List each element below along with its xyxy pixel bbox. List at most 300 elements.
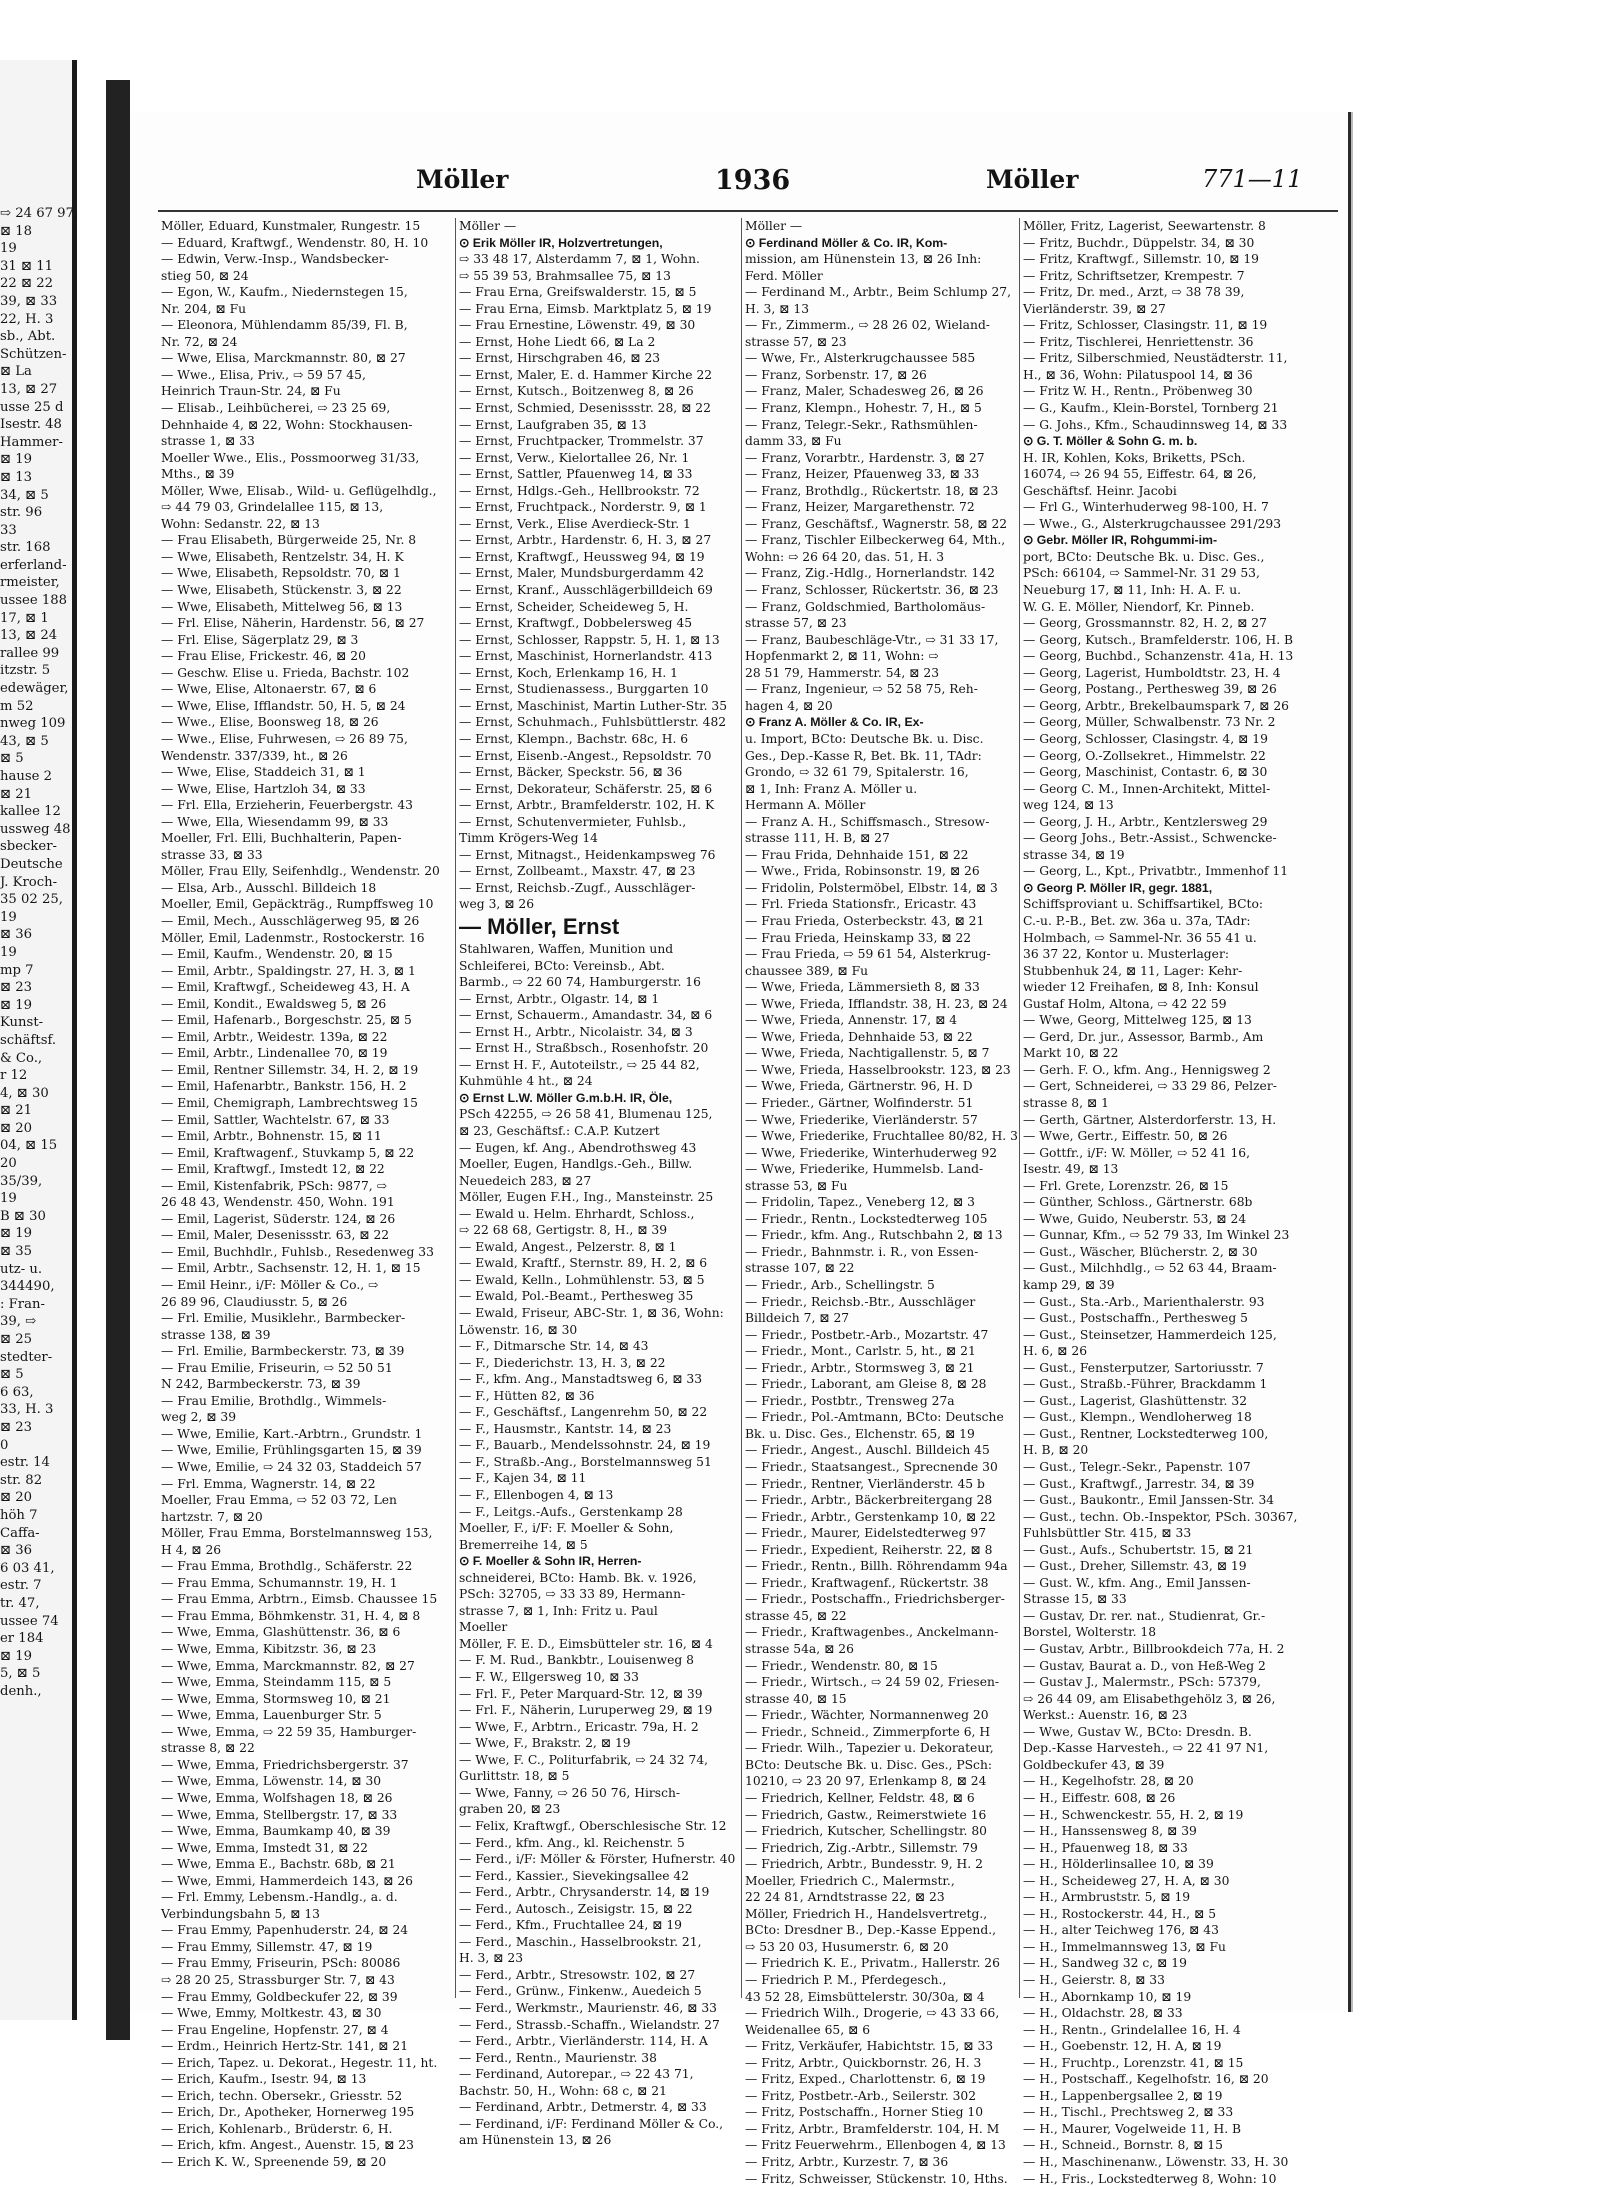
directory-entry-line: — Emil, Chemigraph, Lambrechtsweg 15: [161, 1095, 418, 1110]
directory-entry-line: — Fritz, Tischlerei, Henriettenstr. 36: [1023, 334, 1254, 349]
directory-entry-line: Mths., ⊠ 39: [161, 467, 235, 482]
left-page-fragment: Kunst-: [0, 1015, 44, 1031]
left-page-fragment: 34, ⊠ 5: [0, 487, 49, 503]
directory-entry-line: — Wwe, Elise, Staddeich 31, ⊠ 1: [161, 765, 366, 780]
directory-entry-line: ⊙ Franz A. Möller & Co. IR, Ex-: [745, 715, 924, 730]
directory-entry-line: — Frl. Grete, Lorenzstr. 26, ⊠ 15: [1023, 1178, 1229, 1193]
left-page-fragment: erferland-: [0, 557, 67, 573]
header-year: 1936: [715, 165, 791, 196]
left-page-fragment: 344490,: [0, 1279, 55, 1295]
directory-entry-line: ⊙ Ernst L.W. Möller G.m.b.H. IR, Öle,: [459, 1090, 673, 1105]
directory-entry-line: hagen 4, ⊠ 20: [745, 698, 833, 713]
directory-entry-line: — H., Sandweg 32 c, ⊠ 19: [1023, 1956, 1187, 1971]
directory-entry-line: — Wwe, Friederike, Hummelsb. Land-: [745, 1162, 984, 1177]
left-page-fragment: mp 7: [0, 962, 34, 978]
directory-entry-line: — Frl. Emmy, Lebensm.-Handlg., a. d.: [161, 1890, 398, 1905]
directory-entry-line: Bremerreihe 14, ⊠ 5: [459, 1537, 588, 1552]
directory-entry-line: — Friedr., Postschaffn., Friedrichsberger-: [745, 1592, 1005, 1607]
directory-entry-line: Möller, Frau Emma, Borstelmannsweg 153,: [161, 1526, 433, 1541]
directory-entry-line: Kuhmühle 4 ht., ⊠ 24: [459, 1074, 593, 1089]
directory-entry-line: — Gust., Klempn., Wendloherweg 18: [1023, 1410, 1252, 1425]
left-page-fragment: ussee 74: [0, 1613, 59, 1629]
directory-entry-line: — Ferd., kfm. Ang., kl. Reichenstr. 5: [459, 1835, 685, 1850]
directory-entry-line: — Ernst, Schmied, Desenissstr. 28, ⊠ 22: [459, 401, 711, 416]
left-page-fragment: 33, H. 3: [0, 1402, 54, 1418]
directory-entry-line: — Frau Emilie, Brothdlg., Wimmels-: [161, 1393, 387, 1408]
directory-entry-line: — Ferdinand, i/F: Ferdinand Möller & Co.,: [459, 2116, 724, 2131]
directory-entry-line: — Ernst, Kraftwgf., Heussweg 94, ⊠ 19: [459, 549, 705, 564]
directory-entry-line: — Emil, Kistenfabrik, PSch: 9877, ⇨: [161, 1178, 387, 1193]
left-page-fragment: er 184: [0, 1631, 44, 1647]
directory-entry-line: wieder 12 Freihafen, ⊠ 8, Inh: Konsul: [1023, 980, 1259, 995]
directory-entry-line: — Friedr., Schneid., Zimmerpforte 6, H: [745, 1724, 991, 1739]
directory-entry-line: Fuhlsbüttler Str. 415, ⊠ 33: [1023, 1526, 1192, 1541]
directory-entry-line: — Frau Frieda, Heinskamp 33, ⊠ 22: [745, 930, 972, 945]
directory-entry-line: — Ernst, Scheider, Scheideweg 5, H.: [459, 599, 689, 614]
directory-entry-line: — Wwe., Elise, Fuhrwesen, ⇨ 26 89 75,: [161, 731, 408, 746]
directory-entry-line: — H., Abornkamp 10, ⊠ 19: [1023, 1989, 1192, 2004]
directory-entry-line: — Friedr., Pol.-Amtmann, BCto: Deutsche: [745, 1410, 1004, 1425]
directory-entry-line: Hopfenmarkt 2, ⊠ 11, Wohn: ⇨: [745, 649, 939, 664]
directory-entry-line: 36 37 22, Kontor u. Musterlager:: [1023, 947, 1229, 962]
directory-entry-line: — Ernst, Maschinist, Hornerlandstr. 413: [459, 649, 713, 664]
directory-entry-line: Stahlwaren, Waffen, Munition und: [459, 941, 674, 956]
directory-entry-line: — Wwe, Elisabeth, Repsoldstr. 70, ⊠ 1: [161, 566, 401, 581]
directory-entry-line: — Ernst, Koch, Erlenkamp 16, H. 1: [459, 665, 678, 680]
header-right-word: Möller: [986, 165, 1079, 194]
directory-entry-line: — Wwe, Friederike, Vierländerstr. 57: [745, 1112, 978, 1127]
directory-entry-line: am Hünenstein 13, ⊠ 26: [459, 2133, 612, 2148]
directory-entry-line: — Wwe, Emma, Baumkamp 40, ⊠ 39: [161, 1824, 391, 1839]
directory-entry-line: — Fritz, Kraftwgf., Sillemstr. 10, ⊠ 19: [1023, 252, 1259, 267]
directory-entry-line: weg 2, ⊠ 39: [161, 1410, 237, 1425]
directory-entry-line: damm 33, ⊠ Fu: [745, 434, 842, 449]
directory-column-4: [1023, 218, 1323, 2186]
directory-entry-line: — Emil, Buchhdlr., Fuhlsb., Resedenweg 33: [161, 1244, 434, 1259]
directory-entry-line: — Emil, Kraftwagenf., Stuvkamp 5, ⊠ 22: [161, 1145, 415, 1160]
directory-entry-line: — Ernst, Hdlgs.-Geh., Hellbrookstr. 72: [459, 483, 700, 498]
directory-entry-line: — Gust., Aufs., Schubertstr. 15, ⊠ 21: [1023, 1542, 1254, 1557]
directory-entry-line: — Frl. F., Näherin, Luruperweg 29, ⊠ 19: [459, 1703, 713, 1718]
directory-entry-line: — Ernst, Schuhmach., Fuhlsbüttlerstr. 482: [459, 715, 727, 730]
directory-entry-line: Wohn: Sedanstr. 22, ⊠ 13: [161, 516, 320, 531]
directory-entry-line: — Georg, Grossmannstr. 82, H. 2, ⊠ 27: [1023, 616, 1267, 631]
directory-entry-line: — Fritz, Dr. med., Arzt, ⇨ 38 78 39,: [1023, 285, 1245, 300]
directory-entry-line: — Fritz, Silberschmied, Neustädterstr. 11,: [1023, 351, 1288, 366]
directory-entry-line: — H., Scheideweg 27, H. A, ⊠ 30: [1023, 1873, 1230, 1888]
directory-entry-line: — Fritz, Postbetr.-Arb., Seilerstr. 302: [745, 2088, 977, 2103]
directory-entry-line: — Friedr., Wirtsch., ⇨ 24 59 02, Friesen-: [745, 1675, 1000, 1690]
directory-entry-line: Moeller, Frl. Elli, Buchhalterin, Papen-: [161, 831, 402, 846]
left-page-fragment: 17, ⊠ 1: [0, 610, 49, 626]
directory-entry-line: Dep.-Kasse Harvesteh., ⇨ 22 41 97 N1,: [1023, 1741, 1269, 1756]
directory-entry-line: — Ernst, Maler, Mundsburgerdamm 42: [459, 566, 704, 581]
directory-entry-line: — Ernst, Reichsb.-Zugf., Ausschläger-: [459, 880, 696, 895]
directory-entry-line: — Ferd., Arbtr., Stresowstr. 102, ⊠ 27: [459, 1967, 696, 1982]
directory-column-1: [161, 218, 453, 2169]
directory-entry-line: — Frl. Elise, Sägerplatz 29, ⊠ 3: [161, 632, 359, 647]
directory-entry-line: — Gottfr., i/F: W. Möller, ⇨ 52 41 16,: [1023, 1145, 1251, 1160]
directory-entry-line: Gurlittstr. 18, ⊠ 5: [459, 1769, 570, 1784]
directory-entry-line: — Franz, Heizer, Pfauenweg 33, ⊠ 33: [745, 467, 980, 482]
left-page-fragment: 19: [0, 944, 17, 960]
directory-entry-line: — Friedr., Angest., Auschl. Billdeich 45: [745, 1443, 990, 1458]
directory-entry-line: PSch: 32705, ⇨ 33 33 89, Hermann-: [459, 1587, 686, 1602]
directory-entry-line: port, BCto: Deutsche Bk. u. Disc. Ges.,: [1023, 549, 1265, 564]
directory-entry-line: — G., Kaufm., Klein-Borstel, Tornberg 21: [1023, 401, 1279, 416]
directory-entry-line: H., ⊠ 36, Wohn: Pilatuspool 14, ⊠ 36: [1023, 367, 1253, 382]
directory-entry-line: — Emil, Maler, Desenissstr. 63, ⊠ 22: [161, 1228, 390, 1243]
left-page-fragment: ussee 188: [0, 593, 67, 609]
directory-entry-line: — Wwe, Emma, Kibitzstr. 36, ⊠ 23: [161, 1642, 377, 1657]
directory-entry-line: — Gust., Baukontr., Emil Janssen-Str. 34: [1023, 1493, 1275, 1508]
left-page-fragment: estr. 14: [0, 1455, 50, 1471]
directory-entry-line: — Gust., Milchhdlg., ⇨ 52 63 44, Braam-: [1023, 1261, 1277, 1276]
directory-entry-line: — Friedr., Kraftwagenbes., Anckelmann-: [745, 1625, 999, 1640]
directory-entry-line: strasse 33, ⊠ 33: [161, 847, 263, 862]
directory-entry-line: — Gustav J., Malermstr., PSch: 57379,: [1023, 1675, 1261, 1690]
directory-entry-line: — Wwe, Emma, Stormsweg 10, ⊠ 21: [161, 1691, 391, 1706]
directory-entry-line: — Frau Frieda, Osterbeckstr. 43, ⊠ 21: [745, 913, 985, 928]
directory-entry-line: — Friedr., Postbetr.-Arb., Mozartstr. 47: [745, 1327, 989, 1342]
directory-entry-line: 28 51 79, Hammerstr. 54, ⊠ 23: [745, 665, 940, 680]
directory-entry-line: Moeller, Emil, Gepäckträg., Rumpffsweg 10: [161, 897, 434, 912]
directory-entry-line: u. Import, BCto: Deutsche Bk. u. Disc.: [745, 731, 984, 746]
directory-entry-line: Grondo, ⇨ 32 61 79, Spitalerstr. 16,: [745, 765, 969, 780]
directory-entry-line: Markt 10, ⊠ 22: [1023, 1046, 1119, 1061]
directory-entry-line: — Ferd., Autosch., Zeisigstr. 15, ⊠ 22: [459, 1901, 693, 1916]
directory-entry-line: — Emil, Arbtr., Weidestr. 139a, ⊠ 22: [161, 1029, 388, 1044]
directory-entry-line: — Gustav, Baurat a. D., von Heß-Weg 2: [1023, 1658, 1266, 1673]
left-page-fragment: 6 63,: [0, 1384, 34, 1400]
directory-entry-line: — Frau Emmy, Sillemstr. 47, ⊠ 19: [161, 1939, 373, 1954]
directory-entry-line: — Georg C. M., Innen-Architekt, Mittel-: [1023, 781, 1271, 796]
left-page-fragment: ⊠ 21: [0, 786, 33, 802]
directory-entry-line: Werkst.: Auenstr. 16, ⊠ 23: [1023, 1708, 1188, 1723]
directory-entry-line: — Gust., Wäscher, Blücherstr. 2, ⊠ 30: [1023, 1244, 1258, 1259]
directory-entry-line: Billdeich 7, ⊠ 27: [745, 1311, 850, 1326]
directory-entry-line: weg 124, ⊠ 13: [1023, 798, 1114, 813]
directory-entry-line: — G. Johs., Kfm., Schaudinnsweg 14, ⊠ 33: [1023, 417, 1288, 432]
directory-entry-line: — H., Eiffestr. 608, ⊠ 26: [1023, 1790, 1176, 1805]
directory-entry-line: N 242, Barmbeckerstr. 73, ⊠ 39: [161, 1377, 361, 1392]
directory-entry-line: — Frl. Ella, Erzieherin, Feuerbergstr. 43: [161, 798, 414, 813]
directory-entry-line: — Wwe, F., Arbtrn., Ericastr. 79a, H. 2: [459, 1719, 699, 1734]
directory-entry-line: — H., Rentn., Grindelallee 16, H. 4: [1023, 2022, 1241, 2037]
directory-entry-line: — Fritz, Verkäufer, Habichtstr. 15, ⊠ 33: [745, 2039, 994, 2054]
directory-entry-line: — Fritz, Arbtr., Quickbornstr. 26, H. 3: [745, 2055, 982, 2070]
left-page-fragment: 13, ⊠ 27: [0, 381, 58, 397]
directory-entry-line: — Frl. F., Peter Marquard-Str. 12, ⊠ 39: [459, 1686, 703, 1701]
directory-entry-line: — H., Schneid., Bornstr. 8, ⊠ 15: [1023, 2138, 1223, 2153]
directory-entry-line: kamp 29, ⊠ 39: [1023, 1278, 1115, 1292]
directory-entry-line: — Wwe, Ella, Wiesendamm 99, ⊠ 33: [161, 814, 389, 829]
directory-entry-line: — Wwe, Elise, Ifflandstr. 50, H. 5, ⊠ 24: [161, 698, 406, 713]
directory-entry-line: strasse 8, ⊠ 1: [1023, 1095, 1109, 1110]
left-page-fragment: 22, H. 3: [0, 311, 54, 327]
directory-entry-line: H. B, ⊠ 20: [1023, 1443, 1089, 1458]
left-page-fragment: 4, ⊠ 30: [0, 1085, 49, 1101]
directory-entry-line: — Wwe, Emilie, Frühlingsgarten 15, ⊠ 39: [161, 1443, 422, 1458]
directory-entry-line: — Georg Johs., Betr.-Assist., Schwencke-: [1023, 831, 1277, 846]
directory-entry-line: — Fritz, Schlosser, Clasingstr. 11, ⊠ 19: [1023, 318, 1268, 333]
directory-entry-line: — Wwe, Emmy, Moltkestr. 43, ⊠ 30: [161, 2006, 382, 2021]
left-page-fragment: tr. 47,: [0, 1595, 40, 1611]
directory-entry-line: — Elisab., Leihbücherei, ⇨ 23 25 69,: [161, 401, 391, 416]
directory-entry-line: — H., Armbruststr. 5, ⊠ 19: [1023, 1890, 1191, 1905]
left-page-fragment: sb., Abt.: [0, 329, 56, 345]
directory-entry-line: — Gust. W., kfm. Ang., Emil Janssen-: [1023, 1575, 1251, 1590]
left-page-fragment: 04, ⊠ 15: [0, 1138, 58, 1154]
directory-entry-line: — Ernst, Fruchtpack., Norderstr. 9, ⊠ 1: [459, 500, 707, 515]
left-page-fragment: itzstr. 5: [0, 663, 51, 679]
directory-entry-line: — Georg, O.-Zollsekret., Himmelstr. 22: [1023, 748, 1266, 763]
left-page-fragment: ⊠ 5: [0, 751, 24, 767]
directory-entry-line: ⇨ 55 39 53, Brahmsallee 75, ⊠ 13: [459, 268, 671, 283]
directory-column-2: [459, 218, 751, 2148]
directory-entry-line: — Wwe, Friederike, Winterhuderweg 92: [745, 1145, 998, 1160]
directory-entry-line: — Wwe, Emma, Imstedt 31, ⊠ 22: [161, 1840, 369, 1855]
directory-entry-line: — Frl G., Winterhuderweg 98-100, H. 7: [1023, 500, 1269, 515]
directory-entry-line: — Franz A. H., Schiffsmasch., Stresow-: [745, 814, 990, 829]
directory-entry-line: 22 24 81, Arndtstrasse 22, ⊠ 23: [745, 1890, 945, 1905]
directory-entry-line: — Gust., Postschaffn., Perthesweg 5: [1023, 1311, 1248, 1326]
book-gutter: [106, 80, 130, 2040]
left-page-fragment: 33: [0, 522, 17, 538]
directory-entry-line: Holmbach, ⇨ Sammel-Nr. 36 55 41 u.: [1023, 930, 1257, 945]
left-page-fragment: ⊠ 5: [0, 1367, 24, 1383]
directory-entry-line: — Friedrich, Zig.-Arbtr., Sillemstr. 79: [745, 1840, 978, 1855]
directory-entry-line: strasse 40, ⊠ 15: [745, 1691, 847, 1706]
left-page-fragment: hause 2: [0, 769, 53, 784]
directory-entry-line: — Ewald u. Helm. Ehrhardt, Schloss.,: [459, 1206, 695, 1221]
directory-entry-line: — Fritz, Buchdr., Düppelstr. 34, ⊠ 30: [1023, 235, 1255, 250]
directory-entry-line: — F. W., Ellgersweg 10, ⊠ 33: [459, 1670, 639, 1685]
directory-entry-line: — F., Straßb.-Ang., Borstelmannsweg 51: [459, 1454, 712, 1469]
directory-entry-line: Möller —: [459, 219, 517, 233]
directory-entry-line: — Felix, Kraftwgf., Oberschlesische Str. 12: [459, 1818, 727, 1833]
directory-entry-line: — Gust., Straßb.-Führer, Brackdamm 1: [1023, 1377, 1268, 1392]
directory-entry-line: — Fritz, Exped., Charlottenstr. 6, ⊠ 19: [745, 2072, 986, 2087]
directory-entry-line: — Ernst, Klempn., Bachstr. 68c, H. 6: [459, 731, 689, 746]
directory-entry-line: — Friedr., Expedient, Reiherstr. 22, ⊠ 8: [745, 1542, 993, 1557]
directory-entry-line: — Gust., Steinsetzer, Hammerdeich 125,: [1023, 1327, 1277, 1342]
directory-entry-line: Barmb., ⇨ 22 60 74, Hamburgerstr. 16: [459, 975, 701, 990]
directory-entry-line: — Wwe, Frieda, Ifflandstr. 38, H. 23, ⊠ 24: [745, 996, 1008, 1011]
left-page-fragment: schäftsf.: [0, 1032, 57, 1048]
directory-entry-line: ⊙ Gebr. Möller IR, Rohgummi-im-: [1023, 533, 1218, 548]
directory-entry-line: — Franz, Telegr.-Sekr., Rathsmühlen-: [745, 417, 978, 432]
directory-entry-line: weg 3, ⊠ 26: [459, 897, 535, 912]
directory-entry-line: — F., Bauarb., Mendelssohnstr. 24, ⊠ 19: [459, 1438, 711, 1453]
directory-entry-line: Moeller, Eugen, Handlgs.-Geh., Billw.: [459, 1157, 693, 1172]
directory-entry-line: — Möller, Ernst: [459, 913, 620, 939]
left-page-fragment: ⊠ 21: [0, 1103, 33, 1119]
directory-entry-line: — H., Geierstr. 8, ⊠ 33: [1023, 1972, 1165, 1987]
directory-entry-line: — Wwe., Elise, Boonsweg 18, ⊠ 26: [161, 715, 379, 730]
directory-entry-line: Schiffsproviant u. Schiffsartikel, BCto:: [1023, 897, 1264, 912]
directory-entry-line: — Emil, Sattler, Wachtelstr. 67, ⊠ 33: [161, 1112, 390, 1127]
directory-entry-line: — Franz, Heizer, Margarethenstr. 72: [745, 500, 975, 515]
directory-entry-line: — Wwe., Elisa, Priv., ⇨ 59 57 45,: [161, 367, 366, 382]
left-page-fragment: rmeister,: [0, 575, 60, 591]
directory-entry-line: — Wwe, Elisabeth, Rentzelstr. 34, H. K: [161, 549, 404, 564]
directory-entry-line: — Wwe., G., Alsterkrugchaussee 291/293: [1023, 516, 1282, 531]
left-page-fragment: str. 82: [0, 1472, 43, 1488]
directory-entry-line: — Frau Emma, Brothdlg., Schäferstr. 22: [161, 1559, 413, 1574]
directory-entry-line: — Franz, Ingenieur, ⇨ 52 58 75, Reh-: [745, 682, 978, 697]
directory-entry-line: Moeller, F., i/F: F. Moeller & Sohn,: [459, 1521, 674, 1536]
directory-entry-line: Timm Krögers-Weg 14: [459, 831, 598, 846]
directory-entry-line: — Günther, Schloss., Gärtnerstr. 68b: [1023, 1195, 1253, 1210]
directory-entry-line: — Friedr., Kraftwagenf., Rückertstr. 38: [745, 1575, 989, 1590]
directory-entry-line: — Ernst, Arbtr., Bramfelderstr. 102, H. K: [459, 798, 715, 813]
directory-entry-line: — Gerd, Dr. jur., Assessor, Barmb., Am: [1023, 1029, 1264, 1044]
directory-entry-line: — Frl. Frieda Stationsfr., Ericastr. 43: [745, 897, 977, 912]
directory-entry-line: — Wwe, Frieda, Hasselbrookstr. 123, ⊠ 23: [745, 1062, 1011, 1077]
left-page-fragment: höh 7: [0, 1507, 38, 1523]
directory-entry-line: — Ernst H., Arbtr., Nicolaistr. 34, ⊠ 3: [459, 1024, 693, 1039]
directory-entry-line: — Fritz, Schweisser, Stückenstr. 10, Hths.: [745, 2171, 1008, 2186]
directory-entry-line: ⇨ 33 48 17, Alsterdamm 7, ⊠ 1, Wohn.: [459, 252, 700, 267]
directory-entry-line: — Frl. Emma, Wagnerstr. 14, ⊠ 22: [161, 1476, 376, 1491]
header-page-number: 771—11: [1202, 165, 1303, 193]
directory-entry-line: strasse 138, ⊠ 39: [161, 1327, 271, 1342]
directory-entry-line: — Ernst, Sattler, Pfauenweg 14, ⊠ 33: [459, 467, 693, 482]
directory-entry-line: — Friedrich, Gastw., Reimerstwiete 16: [745, 1807, 987, 1822]
directory-entry-line: Bachstr. 50, H., Wohn: 68 c, ⊠ 21: [459, 2083, 667, 2098]
directory-entry-line: — Gerh. F. O., kfm. Ang., Hennigsweg 2: [1023, 1062, 1271, 1077]
left-page-fragment: ⇨ 24 67 97,: [0, 206, 79, 221]
directory-entry-line: — Franz, Geschäftsf., Wagnerstr. 58, ⊠ 22: [745, 516, 1008, 531]
directory-entry-line: — Emil, Arbtr., Bohnenstr. 15, ⊠ 11: [161, 1129, 382, 1144]
directory-entry-line: — H., Rostockerstr. 44, H., ⊠ 5: [1023, 1906, 1217, 1921]
directory-entry-line: strasse 54a, ⊠ 26: [745, 1642, 854, 1657]
directory-entry-line: — Wwe, F., Brakstr. 2, ⊠ 19: [459, 1736, 631, 1751]
directory-entry-line: — Frau Emma, Arbtrn., Eimsb. Chaussee 15: [161, 1592, 438, 1607]
directory-entry-line: — H., Schwenckestr. 55, H. 2, ⊠ 19: [1023, 1807, 1244, 1822]
directory-entry-line: — Fritz Feuerwehrm., Ellenbogen 4, ⊠ 13: [745, 2138, 1006, 2153]
directory-entry-line: — Eugen, kf. Ang., Abendrothsweg 43: [459, 1140, 697, 1155]
directory-entry-line: — Frau Emmy, Goldbeckufer 22, ⊠ 39: [161, 1989, 398, 2004]
directory-entry-line: — Edwin, Verw.-Insp., Wandsbecker-: [161, 252, 389, 267]
directory-entry-line: mission, am Hünenstein 13, ⊠ 26 Inh:: [745, 252, 982, 267]
directory-entry-line: — Wwe, Frieda, Annenstr. 17, ⊠ 4: [745, 1013, 958, 1028]
directory-entry-line: — Wwe, Elise, Altonaerstr. 67, ⊠ 6: [161, 682, 377, 697]
directory-entry-line: — Emil, Kaufm., Wendenstr. 20, ⊠ 15: [161, 947, 393, 962]
left-page-fragment: 13, ⊠ 24: [0, 628, 58, 644]
left-page-fragment: kallee 12: [0, 804, 61, 820]
directory-entry-line: Gustaf Holm, Altona, ⇨ 42 22 59: [1023, 996, 1227, 1011]
directory-entry-line: — Friedr., Rentner, Vierländerstr. 45 b: [745, 1476, 985, 1491]
directory-entry-line: Geschäftsf. Heinr. Jacobi: [1023, 483, 1177, 498]
directory-entry-line: — Georg, L., Kpt., Privatbtr., Immenhof 11: [1023, 864, 1289, 879]
directory-entry-line: — Ernst, Maschinist, Martin Luther-Str. 35: [459, 698, 728, 713]
directory-entry-line: — Wwe, Friederike, Fruchtallee 80/82, H. 3: [745, 1129, 1018, 1144]
directory-entry-line: — Wwe., Frida, Robinsonstr. 19, ⊠ 26: [745, 864, 980, 879]
directory-entry-line: ⇨ 28 20 25, Strassburger Str. 7, ⊠ 43: [161, 1972, 395, 1987]
directory-entry-line: — Ernst, Eisenb.-Angest., Repsoldstr. 70: [459, 748, 712, 763]
directory-entry-line: Nr. 204, ⊠ Fu: [161, 301, 247, 316]
left-page-fragment: 35/39,: [0, 1173, 43, 1189]
directory-entry-line: C.-u. P.-B., Bet. zw. 36a u. 37a, TAdr:: [1023, 913, 1251, 928]
directory-entry-line: — Emil, Kondit., Ewaldsweg 5, ⊠ 26: [161, 996, 387, 1011]
directory-entry-line: ⊠ 1, Inh: Franz A. Möller u.: [745, 781, 918, 796]
directory-entry-line: Möller —: [745, 219, 803, 233]
directory-entry-line: — F., Kajen 34, ⊠ 11: [459, 1471, 587, 1486]
directory-entry-line: — Erich, Kaufm., Isestr. 94, ⊠ 13: [161, 2072, 367, 2087]
directory-entry-line: ⊙ Erik Möller IR, Holzvertretungen,: [459, 235, 663, 250]
directory-entry-line: — Georg, Maschinist, Contastr. 6, ⊠ 30: [1023, 765, 1268, 780]
left-page-fragment: : Fran-: [0, 1296, 45, 1312]
left-page-fragment: Caffa-: [0, 1525, 40, 1541]
directory-entry-line: Wohn: ⇨ 26 64 20, das. 51, H. 3: [745, 549, 945, 564]
left-page-fragment: 19: [0, 909, 17, 925]
directory-entry-line: Neueburg 17, ⊠ 11, Inh: H. A. F. u.: [1023, 583, 1242, 598]
directory-entry-line: — Erich, Dr., Apotheker, Hornerweg 195: [161, 2105, 415, 2120]
left-page-fragment: ⊠ 20: [0, 1490, 33, 1506]
directory-entry-line: — Friedr., Rentn., Lockstedterweg 105: [745, 1211, 988, 1226]
directory-entry-line: Strasse 15, ⊠ 33: [1023, 1592, 1127, 1607]
directory-entry-line: Möller, Emil, Ladenmstr., Rostockerstr. 16: [161, 930, 425, 945]
directory-entry-line: Neuedeich 283, ⊠ 27: [459, 1173, 592, 1188]
directory-entry-line: — Wwe, Emma, Stellbergstr. 17, ⊠ 33: [161, 1807, 398, 1822]
directory-entry-line: — Emil, Kraftwgf., Scheideweg 43, H. A: [161, 980, 410, 995]
directory-entry-line: BCto: Deutsche Bk. u. Disc. Ges., PSch:: [745, 1757, 993, 1772]
directory-entry-line: — Emil, Rentner Sillemstr. 34, H. 2, ⊠ 19: [161, 1062, 419, 1077]
directory-entry-line: — Friedr., Maurer, Eidelstedterweg 97: [745, 1526, 987, 1541]
directory-entry-line: — F., Diederichstr. 13, H. 3, ⊠ 22: [459, 1355, 666, 1370]
directory-entry-line: graben 20, ⊠ 23: [459, 1802, 561, 1817]
directory-entry-line: — Georg, Arbtr., Brekelbaumspark 7, ⊠ 26: [1023, 698, 1289, 713]
left-page-fragment: str. 168: [0, 540, 51, 556]
directory-entry-line: — Frieder., Gärtner, Wolfinderstr. 51: [745, 1095, 974, 1110]
directory-entry-line: Moeller, Frau Emma, ⇨ 52 03 72, Len: [161, 1493, 397, 1508]
directory-entry-line: — Wwe, Emma, Steindamm 115, ⊠ 5: [161, 1675, 392, 1690]
directory-entry-line: — Gust., Kraftwgf., Jarrestr. 34, ⊠ 39: [1023, 1476, 1255, 1491]
directory-entry-line: ⇨ 44 79 03, Grindelallee 115, ⊠ 13,: [161, 500, 384, 515]
directory-entry-line: — Franz, Klempn., Hohestr. 7, H., ⊠ 5: [745, 401, 982, 416]
directory-entry-line: 16074, ⇨ 26 94 55, Eiffestr. 64, ⊠ 26,: [1023, 467, 1257, 482]
directory-entry-line: strasse 7, ⊠ 1, Inh: Fritz u. Paul: [459, 1603, 658, 1618]
directory-entry-line: — F., kfm. Ang., Manstadtsweg 6, ⊠ 33: [459, 1372, 703, 1387]
directory-entry-line: — Fritz, Arbtr., Kurzestr. 7, ⊠ 36: [745, 2154, 949, 2169]
directory-entry-line: — Wwe, F. C., Politurfabrik, ⇨ 24 32 74,: [459, 1752, 709, 1767]
directory-entry-line: — Gust., Sta.-Arb., Marienthalerstr. 93: [1023, 1294, 1265, 1309]
directory-entry-line: — Wwe, Emma, Friedrichsbergerstr. 37: [161, 1757, 409, 1772]
left-page-fragment: ⊠ 35: [0, 1244, 33, 1260]
directory-entry-line: — Emil, Lagerist, Süderstr. 124, ⊠ 26: [161, 1211, 396, 1226]
left-page-fragment: 35 02 25,: [0, 892, 63, 908]
directory-entry-line: — Ernst, Arbtr., Hardenstr. 6, H. 3, ⊠ 27: [459, 533, 712, 548]
directory-entry-line: — Friedrich, Arbtr., Bundesstr. 9, H. 2: [745, 1857, 983, 1872]
left-page-fragment: ⊠ 36: [0, 927, 33, 943]
directory-entry-line: H. IR, Kohlen, Koks, Briketts, PSch.: [1023, 450, 1246, 465]
directory-entry-line: — Franz, Brothdlg., Rückertstr. 18, ⊠ 23: [745, 483, 999, 498]
directory-entry-line: — H., Goebenstr. 12, H. A, ⊠ 19: [1023, 2039, 1222, 2054]
directory-entry-line: — Wwe, Georg, Mittelweg 125, ⊠ 13: [1023, 1013, 1252, 1028]
directory-entry-line: — H., alter Teichweg 176, ⊠ 43: [1023, 1923, 1219, 1938]
directory-entry-line: — Wwe, Frieda, Gärtnerstr. 96, H. D: [745, 1079, 973, 1094]
directory-entry-line: — Fridolin, Tapez., Veneberg 12, ⊠ 3: [745, 1195, 975, 1210]
directory-entry-line: Stubbenhuk 24, ⊠ 11, Lager: Kehr-: [1023, 963, 1243, 978]
directory-entry-line: Wendenstr. 337/339, ht., ⊠ 26: [161, 748, 348, 763]
directory-entry-line: — Ernst, Hohe Liedt 66, ⊠ La 2: [459, 334, 656, 349]
directory-entry-line: — H., Fris., Lockstedterweg 8, Wohn: 10: [1023, 2171, 1277, 2186]
directory-entry-line: — Franz, Zig.-Hdlg., Hornerlandstr. 142: [745, 566, 995, 581]
directory-entry-line: — Emil, Arbtr., Lindenallee 70, ⊠ 19: [161, 1046, 388, 1061]
left-page-fragment: 19: [0, 1191, 17, 1207]
